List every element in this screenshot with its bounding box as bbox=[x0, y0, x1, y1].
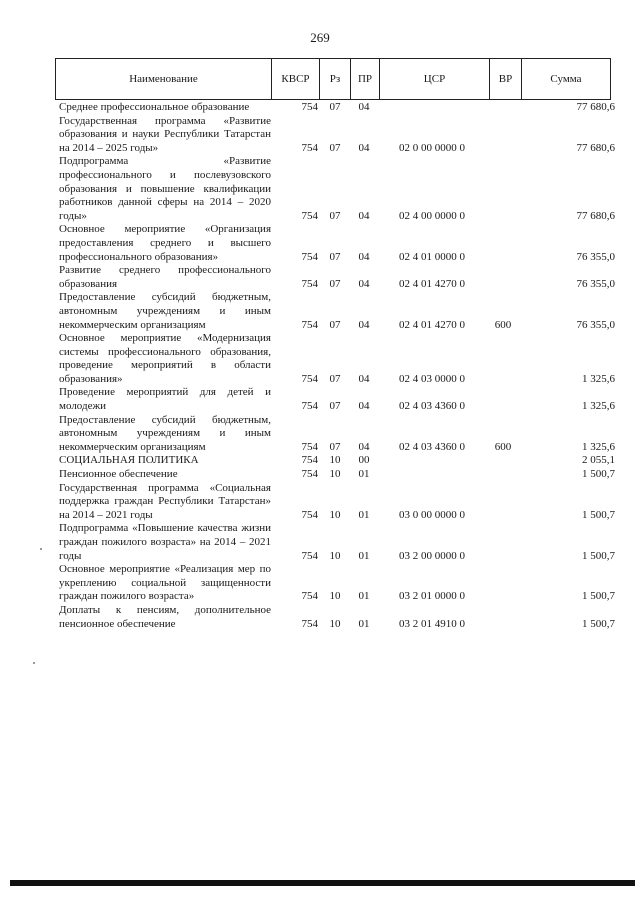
header-pr: ПР bbox=[351, 59, 380, 100]
row-vr: 600 bbox=[494, 440, 512, 453]
row-rz: 10 bbox=[329, 508, 341, 521]
row-rz: 07 bbox=[329, 372, 341, 385]
row-kvsr: 754 bbox=[301, 468, 318, 481]
row-pr: 04 bbox=[358, 318, 370, 331]
row-sum: 76 355,0 bbox=[576, 250, 615, 263]
row-pr: 04 bbox=[358, 101, 370, 113]
row-name: Подпрограмма «Развитие профессионального и послевузовского образования и повышение квалификации работников данной сферы на 2014 – 2020 годы» bbox=[59, 155, 271, 222]
row-csr: 03 2 01 4910 0 bbox=[399, 617, 465, 630]
row-csr: 02 0 00 0000 0 bbox=[399, 141, 465, 154]
row-pr: 01 bbox=[358, 468, 370, 481]
row-sum: 77 680,6 bbox=[576, 209, 615, 222]
row-kvsr: 754 bbox=[301, 400, 318, 413]
row-pr: 04 bbox=[358, 250, 370, 263]
row-kvsr: 754 bbox=[301, 141, 318, 154]
row-name: Развитие среднего профессионального образования bbox=[59, 264, 271, 290]
table-row bbox=[55, 482, 615, 523]
row-csr: 02 4 01 4270 0 bbox=[399, 277, 465, 290]
scan-speck bbox=[40, 548, 42, 550]
row-kvsr: 754 bbox=[301, 250, 318, 263]
row-sum: 1 500,7 bbox=[582, 508, 615, 521]
table-header bbox=[55, 58, 611, 100]
row-sum: 77 680,6 bbox=[576, 141, 615, 154]
row-rz: 07 bbox=[329, 400, 341, 413]
row-sum: 1 325,6 bbox=[582, 400, 615, 413]
row-name: Государственная программа «Развитие образования и науки Республики Татарстан на 2014 – 2025 годы» bbox=[59, 114, 271, 154]
row-rz: 10 bbox=[329, 549, 341, 562]
row-pr: 04 bbox=[358, 372, 370, 385]
row-name: Государственная программа «Социальная поддержка граждан Республики Татарстан» на 2014 – 2021 годы bbox=[59, 481, 271, 521]
table-row bbox=[55, 386, 615, 413]
table-row bbox=[55, 115, 615, 156]
header-sum: Сумма bbox=[522, 59, 611, 100]
row-rz: 07 bbox=[329, 318, 341, 331]
row-kvsr: 754 bbox=[301, 549, 318, 562]
row-rz: 07 bbox=[329, 141, 341, 154]
header-kvsr: КВСР bbox=[272, 59, 320, 100]
row-pr: 04 bbox=[358, 277, 370, 290]
table-body bbox=[55, 101, 615, 631]
row-pr: 01 bbox=[358, 590, 370, 603]
row-rz: 07 bbox=[329, 440, 341, 453]
row-csr: 03 2 00 0000 0 bbox=[399, 549, 465, 562]
scan-speck bbox=[33, 662, 35, 664]
row-sum: 1 500,7 bbox=[582, 590, 615, 603]
page-number: 269 bbox=[310, 30, 330, 45]
row-sum: 1 500,7 bbox=[582, 617, 615, 630]
row-rz: 07 bbox=[329, 277, 341, 290]
table-row bbox=[55, 332, 615, 386]
row-pr: 01 bbox=[358, 617, 370, 630]
header-vr: ВР bbox=[490, 59, 522, 100]
row-csr: 02 4 03 0000 0 bbox=[399, 372, 465, 385]
row-kvsr: 754 bbox=[301, 101, 318, 113]
row-rz: 07 bbox=[329, 250, 341, 263]
row-sum: 76 355,0 bbox=[576, 277, 615, 290]
row-pr: 00 bbox=[358, 454, 370, 467]
table-row bbox=[55, 414, 615, 455]
row-kvsr: 754 bbox=[301, 508, 318, 521]
row-name: Основное мероприятие «Реализация мер по укреплению социальной защищенности граждан пожилого возраста» bbox=[59, 563, 271, 603]
row-rz: 10 bbox=[329, 468, 341, 481]
row-kvsr: 754 bbox=[301, 590, 318, 603]
row-sum: 76 355,0 bbox=[576, 318, 615, 331]
row-name: Среднее профессиональное образование bbox=[59, 101, 250, 113]
row-pr: 01 bbox=[358, 549, 370, 562]
row-csr: 02 4 03 4360 0 bbox=[399, 440, 465, 453]
row-rz: 07 bbox=[329, 101, 341, 113]
row-kvsr: 754 bbox=[301, 372, 318, 385]
row-rz: 07 bbox=[329, 209, 341, 222]
row-name: Проведение мероприятий для детей и молодежи bbox=[59, 386, 271, 413]
row-rz: 10 bbox=[329, 454, 341, 467]
scan-border-bar bbox=[10, 880, 635, 886]
row-sum: 1 500,7 bbox=[582, 549, 615, 562]
row-pr: 04 bbox=[358, 400, 370, 413]
row-name: Подпрограмма «Повышение качества жизни граждан пожилого возраста» на 2014 – 2021 годы bbox=[59, 522, 271, 562]
table-row bbox=[55, 223, 615, 264]
row-sum: 77 680,6 bbox=[576, 101, 615, 113]
row-pr: 04 bbox=[358, 440, 370, 453]
row-pr: 04 bbox=[358, 141, 370, 154]
header-csr: ЦСР bbox=[380, 59, 490, 100]
row-sum: 1 325,6 bbox=[582, 440, 615, 453]
row-csr: 02 4 03 4360 0 bbox=[399, 400, 465, 413]
row-sum: 1 500,7 bbox=[582, 468, 615, 481]
row-csr: 02 4 00 0000 0 bbox=[399, 209, 465, 222]
row-vr: 600 bbox=[494, 318, 512, 331]
row-pr: 04 bbox=[358, 209, 370, 222]
row-csr: 02 4 01 4270 0 bbox=[399, 318, 465, 331]
row-name: Доплаты к пенсиям, дополнительное пенсионное обеспечение bbox=[59, 603, 271, 630]
table-row bbox=[55, 563, 615, 604]
row-name: Пенсионное обеспечение bbox=[59, 468, 178, 481]
table-row bbox=[55, 522, 615, 563]
row-sum: 2 055,1 bbox=[582, 454, 615, 467]
table-row bbox=[55, 155, 615, 223]
row-sum: 1 325,6 bbox=[582, 372, 615, 385]
row-kvsr: 754 bbox=[301, 617, 318, 630]
row-csr: 02 4 01 0000 0 bbox=[399, 250, 465, 263]
row-kvsr: 754 bbox=[301, 209, 318, 222]
row-name: СОЦИАЛЬНАЯ ПОЛИТИКА bbox=[59, 454, 199, 467]
row-kvsr: 754 bbox=[301, 440, 318, 453]
row-name: Основное мероприятие «Организация предоставления среднего и высшего профессионального образования» bbox=[59, 223, 271, 263]
table-row bbox=[55, 101, 615, 115]
row-name: Основное мероприятие «Модернизация системы профессионального образования, проведение мероприятий в области образования» bbox=[59, 332, 271, 385]
row-kvsr: 754 bbox=[301, 318, 318, 331]
table-row bbox=[55, 604, 615, 631]
header-rz: Рз bbox=[320, 59, 351, 100]
row-name: Предоставление субсидий бюджетным, автономным учреждениям и иным некоммерческим организациям bbox=[59, 291, 271, 331]
row-pr: 01 bbox=[358, 508, 370, 521]
table-row bbox=[55, 264, 615, 291]
table-row bbox=[55, 291, 615, 332]
row-kvsr: 754 bbox=[301, 454, 318, 467]
table-row bbox=[55, 454, 615, 468]
row-csr: 03 0 00 0000 0 bbox=[399, 508, 465, 521]
row-rz: 10 bbox=[329, 590, 341, 603]
table-row bbox=[55, 468, 615, 482]
row-kvsr: 754 bbox=[301, 277, 318, 290]
header-name: Наименование bbox=[56, 59, 272, 100]
row-csr: 03 2 01 0000 0 bbox=[399, 590, 465, 603]
row-rz: 10 bbox=[329, 617, 341, 630]
row-name: Предоставление субсидий бюджетным, автономным учреждениям и иным некоммерческим организациям bbox=[59, 413, 271, 453]
